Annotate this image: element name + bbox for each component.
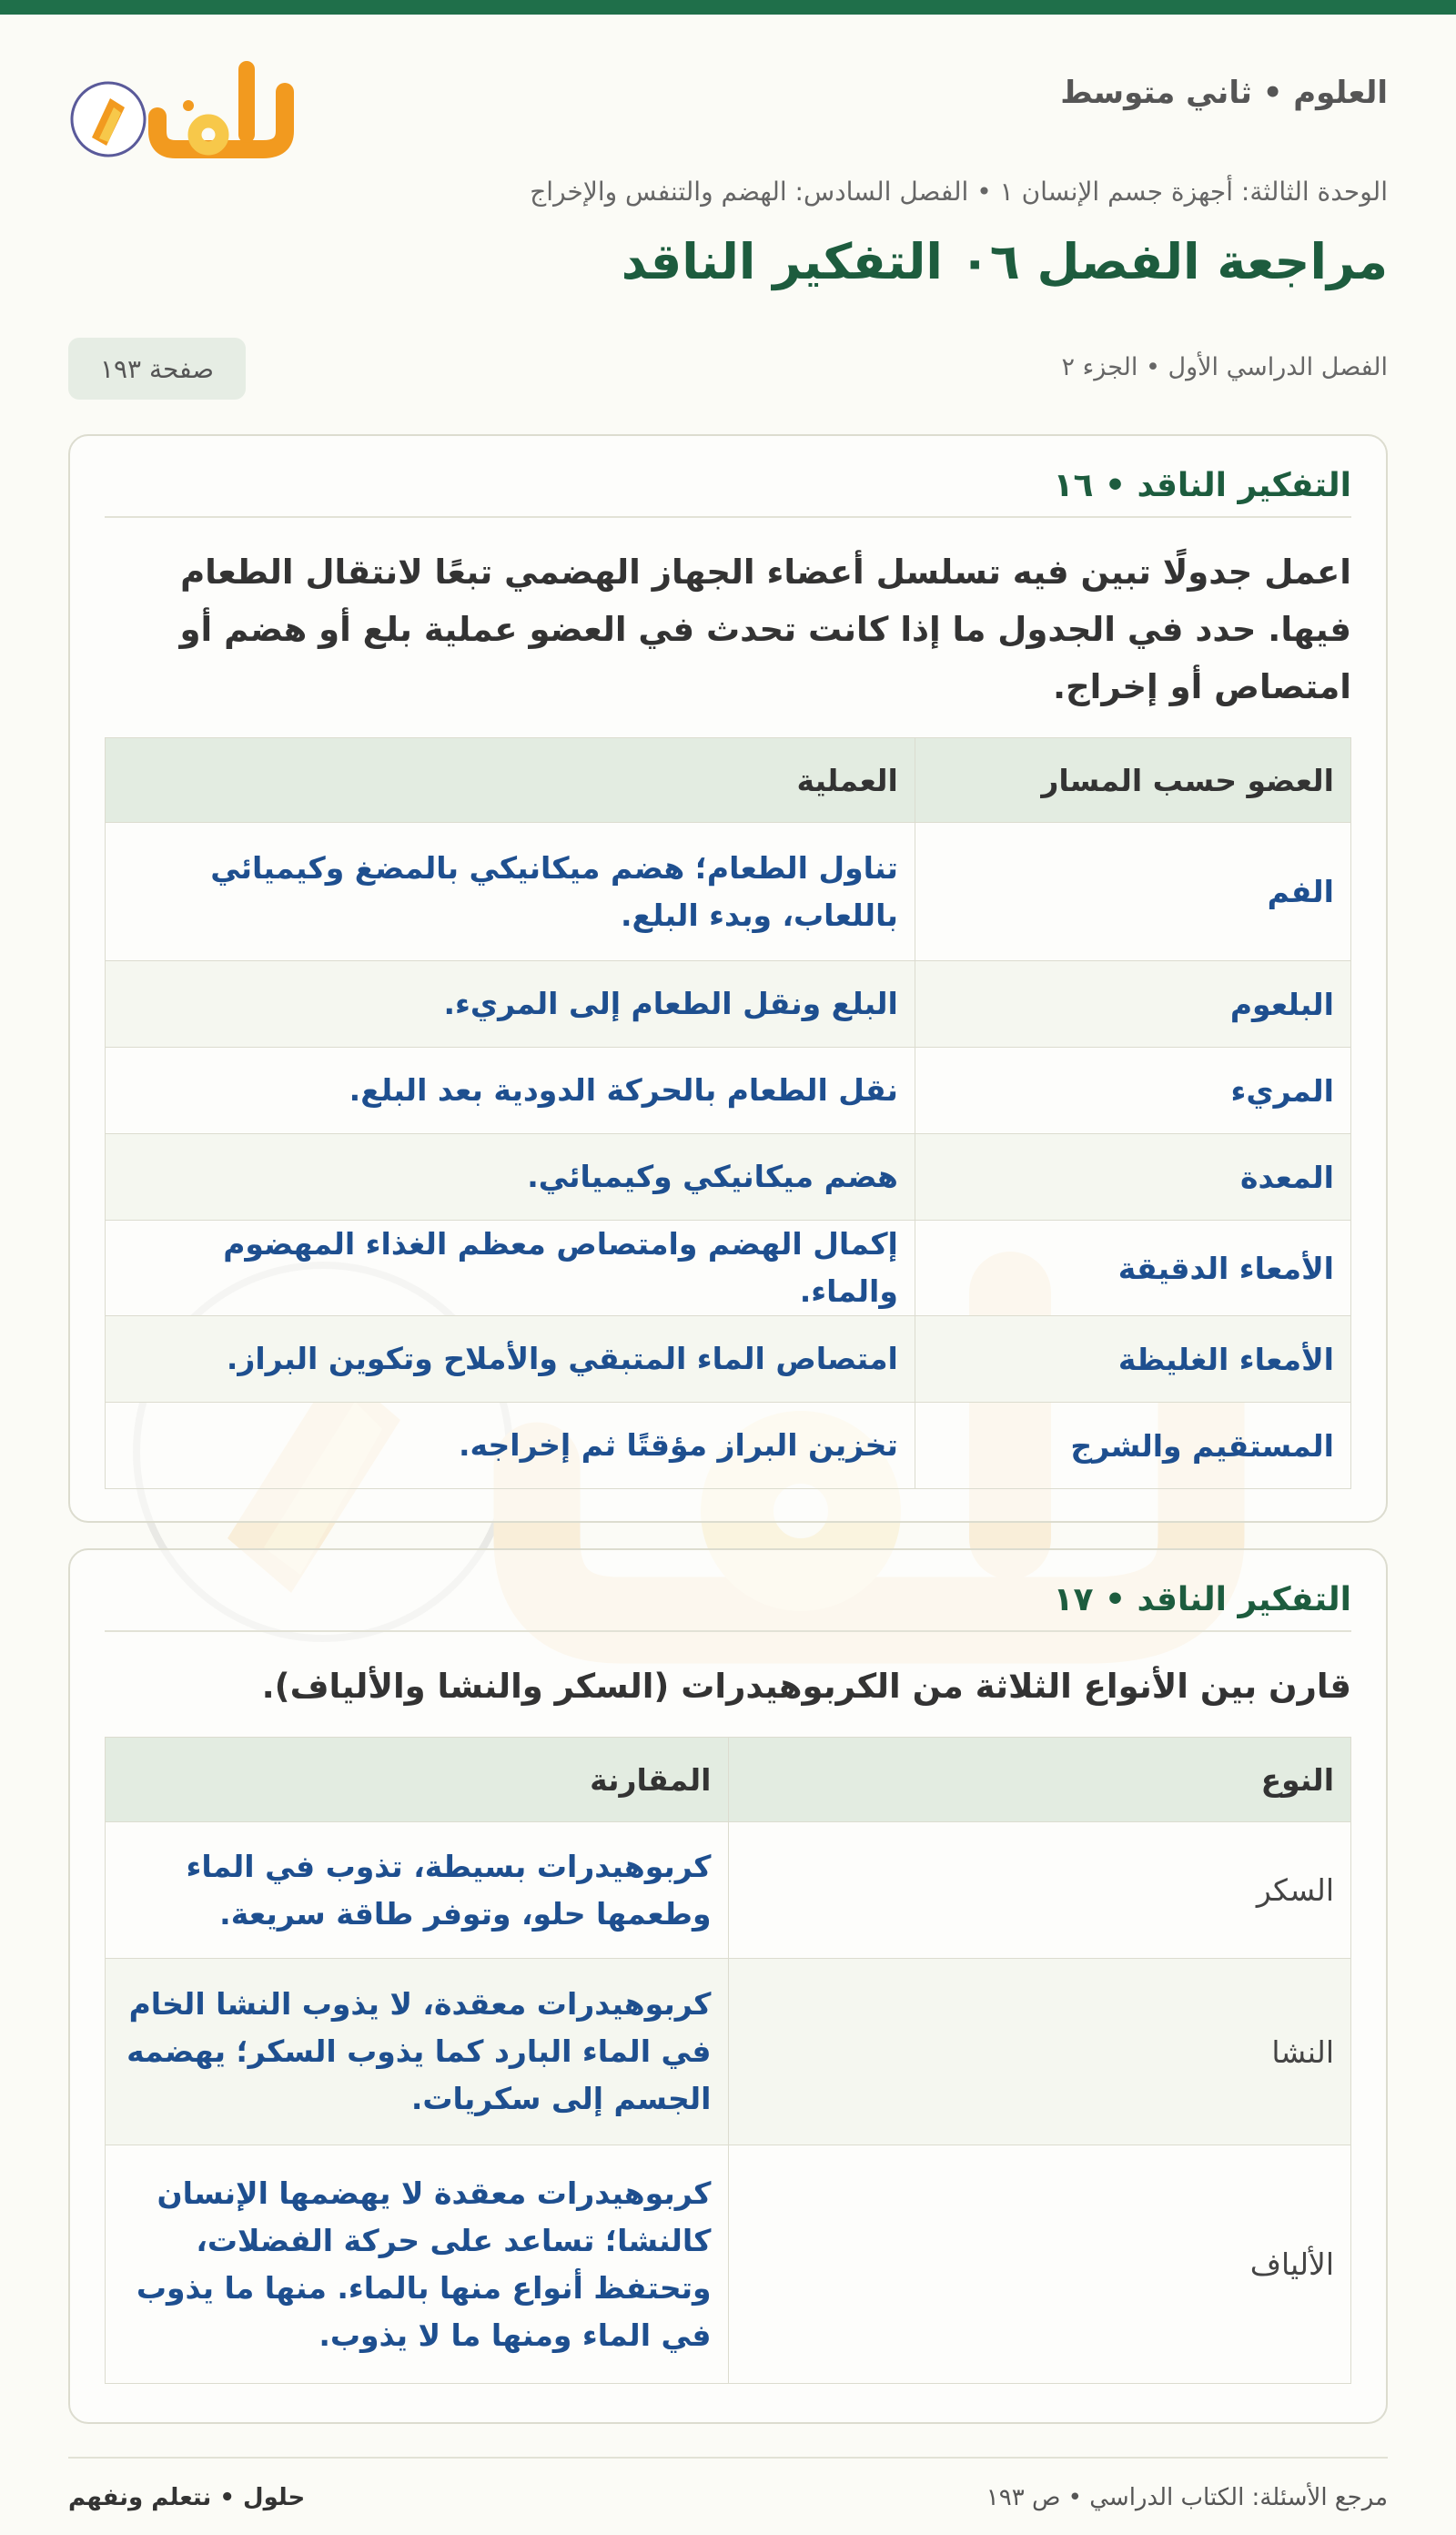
type-cell: النشا (728, 1959, 1351, 2145)
process-cell: تخزين البراز مؤقتًا ثم إخراجه. (106, 1403, 915, 1489)
type-cell: السكر (728, 1822, 1351, 1959)
table-row (106, 1316, 1351, 1403)
table-row (106, 1048, 1351, 1134)
section-title: التفكير الناقد • ١٦ (105, 436, 1351, 518)
table-row (106, 2145, 1351, 2384)
question-card-17 (68, 1548, 1388, 2424)
organ-cell: المريء (915, 1048, 1350, 1134)
subject-label: العلوم • ثاني متوسط (1060, 75, 1388, 111)
column-header-process: العملية (106, 738, 915, 823)
page-header (68, 15, 1388, 384)
column-header-organ: العضو حسب المسار (915, 738, 1350, 823)
column-header-type: النوع (728, 1738, 1351, 1822)
page-number-badge: صفحة ١٩٣ (68, 338, 246, 400)
organ-cell: البلعوم (915, 961, 1350, 1048)
organ-cell: المعدة (915, 1134, 1350, 1221)
semester-label: الفصل الدراسي الأول • الجزء ٢ (1061, 353, 1388, 381)
table-row (106, 1403, 1351, 1489)
page-footer (68, 2457, 1388, 2511)
process-cell: نقل الطعام بالحركة الدودية بعد البلع. (106, 1048, 915, 1134)
comparison-cell: كربوهيدرات معقدة، لا يذوب النشا الخام في الماء البارد كما يذوب السكر؛ يهضمه الجسم إلى سكريات. (106, 1959, 729, 2145)
section-title: التفكير الناقد • ١٧ (105, 1550, 1351, 1632)
comparison-cell: كربوهيدرات بسيطة، تذوب في الماء وطعمها حلو، وتوفر طاقة سريعة. (106, 1822, 729, 1959)
process-cell: هضم ميكانيكي وكيميائي. (106, 1134, 915, 1221)
column-header-comparison: المقارنة (106, 1738, 729, 1822)
organ-cell: الأمعاء الغليظة (915, 1316, 1350, 1403)
table-row (106, 823, 1351, 961)
question-text: قارن بين الأنواع الثلاثة من الكربوهيدرات (السكر والنشا والألياف). (261, 1667, 1351, 1706)
type-cell: الألياف (728, 2145, 1351, 2384)
process-cell: امتصاص الماء المتبقي والأملاح وتكوين البراز. (106, 1316, 915, 1403)
question-card-16 (68, 434, 1388, 1523)
organ-cell: المستقيم والشرج (915, 1403, 1350, 1489)
hulul-logo[interactable] (68, 51, 305, 169)
process-cell: البلع ونقل الطعام إلى المريء. (106, 961, 915, 1048)
questions-reference: مرجع الأسئلة: الكتاب الدراسي • ص ١٩٣ (986, 2484, 1388, 2511)
comparison-cell: كربوهيدرات معقدة لا يهضمها الإنسان كالنشا؛ تساعد على حركة الفضلات، وتحتفظ أنواع منها بالماء. منها ما يذوب في الماء ومنها ما لا يذوب. (106, 2145, 729, 2384)
table-row (106, 961, 1351, 1048)
table-row (106, 1822, 1351, 1959)
process-cell: إكمال الهضم وامتصاص معظم الغذاء المهضوم والماء. (106, 1221, 915, 1316)
footer-brand: حلول • نتعلم ونفهم (68, 2484, 306, 2511)
table-row (106, 1959, 1351, 2145)
organ-cell: الفم (915, 823, 1350, 961)
carbohydrates-table (105, 1737, 1351, 2384)
page-content (68, 15, 1388, 2511)
table-row (106, 1221, 1351, 1316)
process-cell: تناول الطعام؛ هضم ميكانيكي بالمضغ وكيميائي باللعاب، وبدء البلع. (106, 823, 915, 961)
organ-cell: الأمعاء الدقيقة (915, 1221, 1350, 1316)
top-accent-bar (0, 0, 1456, 15)
table-header-row (106, 738, 1351, 823)
table-row (106, 1134, 1351, 1221)
digestive-organs-table (105, 737, 1351, 1489)
page-title: مراجعة الفصل ٠٦ التفكير الناقد (621, 233, 1388, 290)
table-header-row (106, 1738, 1351, 1822)
unit-breadcrumb: الوحدة الثالثة: أجهزة جسم الإنسان ١ • الفصل السادس: الهضم والتنفس والإخراج (530, 177, 1388, 207)
question-text: اعمل جدولًا تبين فيه تسلسل أعضاء الجهاز الهضمي تبعًا لانتقال الطعام فيها. حدد في الجدول ما إذا كانت تحدث في العضو عملية بلع أو هضم أو امتصاص أو إخراج. (179, 553, 1351, 706)
